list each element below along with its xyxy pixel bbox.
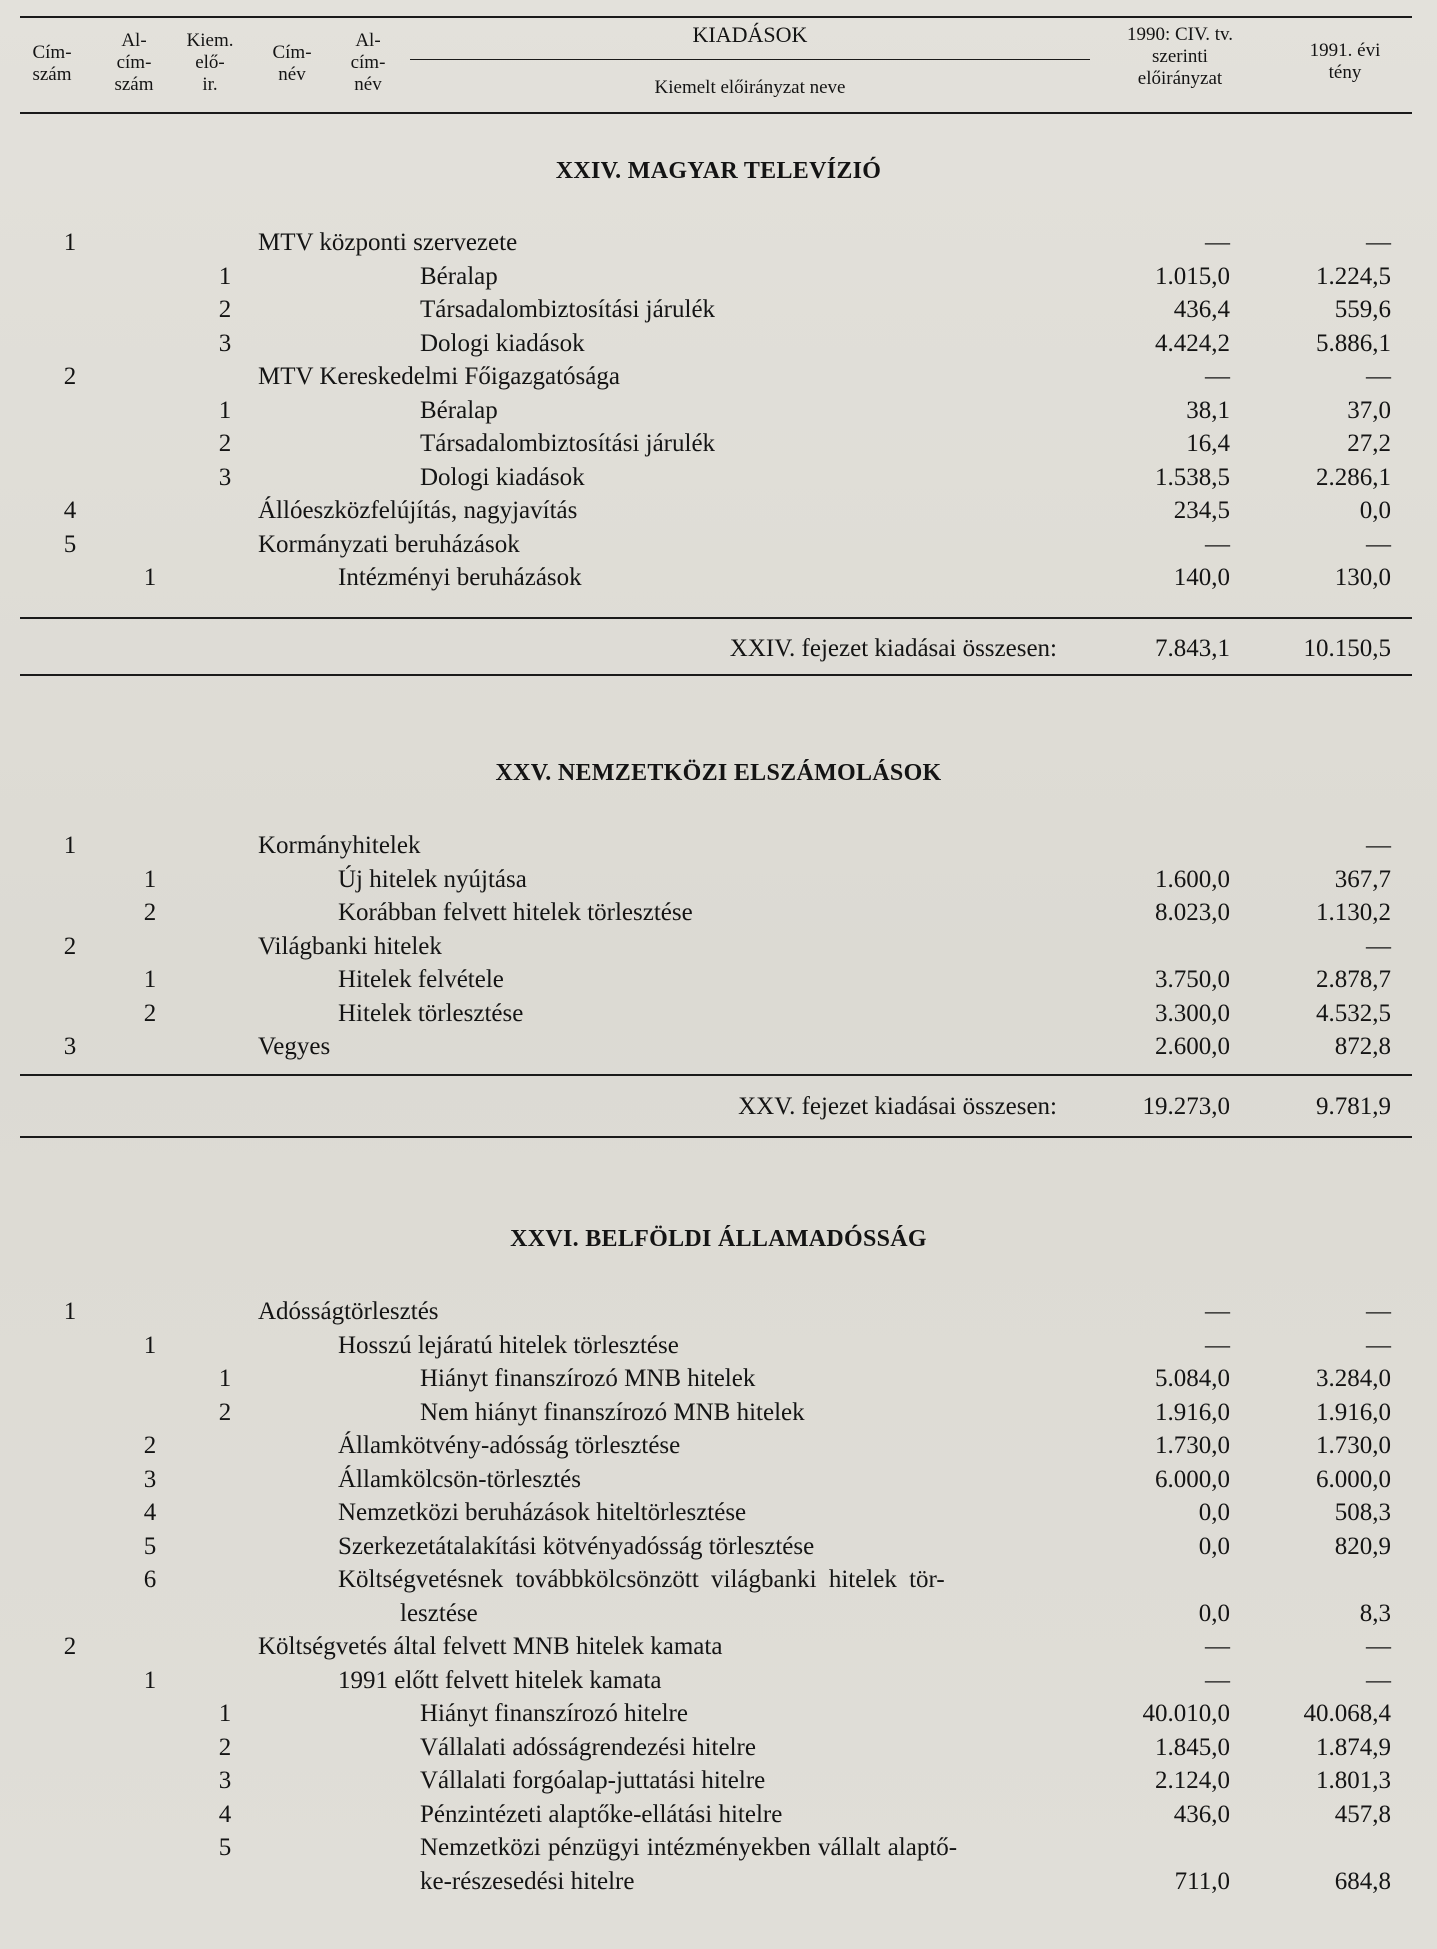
item-name: Államkölcsön-törlesztés: [338, 1465, 581, 1493]
section-title: XXIV. MAGYAR TELEVÍZIÓ: [555, 158, 882, 184]
table-row: [0, 1329, 1437, 1362]
header-cimszam: Cím- szám: [32, 42, 72, 85]
item-name: Világbanki hitelek: [258, 932, 442, 960]
alcim-szam: 3: [143, 1465, 157, 1493]
table-row: [0, 1697, 1437, 1730]
value-1991: 559,6: [1334, 296, 1391, 323]
value-1991: 40.068,4: [1303, 1700, 1391, 1727]
item-name: Béralap: [420, 262, 498, 290]
value-1990: —: [1205, 530, 1230, 558]
table-row: [0, 997, 1437, 1030]
item-name: Béralap: [420, 396, 498, 424]
section-end-rule: [20, 1136, 1412, 1138]
table-row: [0, 963, 1437, 996]
item-name: Nem hiányt finanszírozó MNB hitelek: [420, 1398, 805, 1426]
table-row: [0, 260, 1437, 293]
section-title: XXV. NEMZETKÖZI ELSZÁMOLÁSOK: [495, 760, 942, 786]
kiemelt-eloir: 1: [218, 1700, 232, 1727]
item-name: Hitelek felvétele: [338, 966, 504, 993]
value-1991: 684,8: [1334, 1867, 1391, 1895]
value-1990: —: [1205, 1331, 1230, 1359]
alcim-szam: 5: [143, 1532, 157, 1560]
header-alcimszam: Al- cím- szám: [114, 30, 154, 95]
value-1990: 1.015,0: [1155, 262, 1230, 290]
value-1991: 1.224,5: [1316, 262, 1391, 290]
value-1990: 2.124,0: [1155, 1767, 1230, 1794]
value-1991: 6.000,0: [1316, 1465, 1391, 1493]
section-title: XXVI. BELFÖLDI ÁLLAMADÓSSÁG: [510, 1226, 927, 1252]
value-1990: 1.538,5: [1155, 463, 1230, 491]
value-1991: —: [1366, 363, 1391, 390]
value-1990: —: [1205, 229, 1230, 256]
value-1990: —: [1205, 1298, 1230, 1325]
value-1990: —: [1205, 1666, 1230, 1694]
table-row: [0, 863, 1437, 896]
kiemelt-eloir: 2: [218, 1733, 232, 1761]
value-1990: 3.300,0: [1155, 999, 1230, 1027]
total-rule: [20, 617, 1412, 619]
item-name: Kormányhitelek: [258, 832, 421, 859]
item-name: Dologi kiadások: [420, 329, 585, 357]
kiemelt-eloir: 3: [218, 463, 232, 491]
header-kiadasok: KIADÁSOK: [692, 22, 808, 47]
item-name: ke-részesedési hitelre: [420, 1867, 635, 1895]
kiemelt-eloir: 1: [218, 262, 232, 290]
value-1990: 8.023,0: [1155, 899, 1230, 926]
value-1991: 2.878,7: [1316, 966, 1391, 993]
item-name: Nemzetközi beruházások hiteltörlesztése: [338, 1499, 747, 1526]
item-name: Nemzetközi pénzügyi intézményekben vállalt alaptő-: [420, 1834, 958, 1861]
value-1991: 1.916,0: [1316, 1398, 1391, 1426]
kiemelt-eloir: 4: [218, 1800, 232, 1828]
table-row: [0, 1664, 1437, 1697]
item-name: Korábban felvett hitelek törlesztése: [338, 899, 693, 926]
value-1991: —: [1366, 1298, 1391, 1325]
total-value-1990: 7.843,1: [1155, 635, 1230, 662]
value-1991: 37,0: [1347, 396, 1391, 424]
value-1990: 1.845,0: [1155, 1733, 1230, 1761]
total-row: [0, 1090, 1437, 1123]
table-row: [0, 494, 1437, 527]
table-row: [0, 394, 1437, 427]
table-row: [0, 1798, 1437, 1831]
value-1991: 3.284,0: [1316, 1365, 1391, 1392]
table-row: [0, 1597, 1437, 1630]
value-1990: 1.916,0: [1155, 1398, 1230, 1426]
value-1990: 40.010,0: [1142, 1700, 1230, 1727]
table-row: [0, 930, 1437, 963]
kiemelt-eloir: 3: [218, 329, 232, 357]
total-value-1990: 19.273,0: [1142, 1093, 1230, 1120]
alcim-szam: 6: [143, 1566, 157, 1593]
header-1990: 1990: CIV. tv. szerinti előirányzat: [1126, 24, 1234, 89]
item-name: Társadalombiztosítási járulék: [420, 296, 716, 323]
value-1990: 234,5: [1173, 497, 1230, 524]
value-1991: 0,0: [1359, 497, 1391, 524]
value-1991: —: [1366, 530, 1391, 558]
alcim-szam: 1: [143, 865, 157, 893]
table-row: [0, 327, 1437, 360]
cim-szam: 1: [63, 832, 77, 859]
value-1991: 1.874,9: [1316, 1733, 1391, 1761]
cim-szam: 3: [63, 1033, 77, 1060]
alcim-szam: 1: [143, 966, 157, 993]
table-row: [0, 1396, 1437, 1429]
value-1990: 1.600,0: [1155, 865, 1230, 893]
header-kiemelt-nev: Kiemelt előirányzat neve: [654, 77, 846, 98]
item-name: MTV központi szervezete: [258, 229, 518, 256]
value-1991: 1.801,3: [1316, 1767, 1391, 1794]
table-row: [0, 461, 1437, 494]
section-end-rule: [20, 674, 1412, 676]
value-1990: 16,4: [1186, 430, 1230, 457]
item-name: Intézményi beruházások: [338, 564, 582, 591]
value-1991: —: [1366, 229, 1391, 256]
kiemelt-eloir: 5: [218, 1834, 232, 1861]
header-cimnev: Cím- név: [272, 42, 312, 85]
item-name: Társadalombiztosítási járulék: [420, 430, 716, 457]
value-1990: 2.600,0: [1155, 1033, 1230, 1060]
item-name: Hiányt finanszírozó MNB hitelek: [420, 1365, 756, 1392]
value-1991: —: [1366, 1633, 1391, 1660]
cim-szam: 2: [63, 363, 77, 390]
item-name: Pénzintézeti alaptőke-ellátási hitelre: [420, 1800, 783, 1828]
cim-szam: 2: [63, 932, 77, 960]
item-name: Állóeszközfelújítás, nagyjavítás: [258, 497, 578, 524]
value-1990: —: [1205, 363, 1230, 390]
value-1991: 130,0: [1334, 564, 1391, 591]
value-1991: —: [1366, 1331, 1391, 1359]
table-row: [0, 1764, 1437, 1797]
table-row: [0, 829, 1437, 862]
value-1990: 38,1: [1186, 396, 1230, 424]
value-1990: 0,0: [1198, 1599, 1230, 1627]
table-row: [0, 528, 1437, 561]
cim-szam: 2: [63, 1633, 77, 1660]
item-name: Hosszú lejáratú hitelek törlesztése: [338, 1331, 679, 1359]
item-name: MTV Kereskedelmi Főigazgatósága: [258, 363, 620, 390]
table-row: [0, 1496, 1437, 1529]
header-kiemelt: Kiem. elő- ir.: [186, 30, 234, 95]
total-row: [0, 632, 1437, 665]
value-1990: 3.750,0: [1155, 966, 1230, 993]
item-name: Költségvetésnek továbbkölcsönzött világbanki hitelek tör-: [338, 1566, 945, 1593]
table-row: [0, 1831, 1437, 1864]
item-name: Államkötvény-adósság törlesztése: [338, 1432, 681, 1459]
item-name: Vállalati forgóalap-juttatási hitelre: [420, 1767, 766, 1794]
cim-szam: 4: [63, 497, 77, 524]
header-bottom-rule: [20, 112, 1412, 114]
table-row: [0, 1463, 1437, 1496]
table-row: [0, 896, 1437, 929]
table-row: [0, 1865, 1437, 1898]
table-row: [0, 1731, 1437, 1764]
value-1991: 8,3: [1359, 1599, 1391, 1627]
cim-szam: 1: [63, 1298, 77, 1325]
value-1990: 1.730,0: [1155, 1432, 1230, 1459]
table-row: [0, 427, 1437, 460]
value-1990: 436,4: [1173, 296, 1230, 323]
table-row: [0, 1530, 1437, 1563]
item-name: Vegyes: [258, 1033, 331, 1060]
value-1990: 0,0: [1198, 1499, 1230, 1526]
alcim-szam: 2: [143, 1432, 157, 1459]
table-row: [0, 1563, 1437, 1596]
item-name: lesztése: [400, 1599, 478, 1627]
total-value-1991: 10.150,5: [1303, 635, 1391, 662]
value-1990: 4.424,2: [1155, 329, 1230, 357]
alcim-szam: 2: [143, 999, 157, 1027]
top-rule: [20, 16, 1412, 18]
alcim-szam: 1: [143, 1331, 157, 1359]
item-name: Hiányt finanszírozó hitelre: [420, 1700, 688, 1727]
item-name: Költségvetés által felvett MNB hitelek kamata: [258, 1633, 723, 1660]
alcim-szam: 4: [143, 1499, 157, 1526]
value-1990: 6.000,0: [1155, 1465, 1230, 1493]
alcim-szam: 2: [143, 899, 157, 926]
value-1991: 5.886,1: [1316, 329, 1391, 357]
item-name: Szerkezetátalakítási kötvényadósság törlesztése: [338, 1532, 815, 1560]
total-label: XXIV. fejezet kiadásai összesen:: [729, 635, 1057, 662]
alcim-szam: 1: [143, 1666, 157, 1694]
value-1990: 711,0: [1174, 1867, 1230, 1895]
table-row: [0, 1362, 1437, 1395]
item-name: Dologi kiadások: [420, 463, 585, 491]
item-name: Hitelek törlesztése: [338, 999, 524, 1027]
value-1991: 457,8: [1334, 1800, 1391, 1828]
cim-szam: 5: [63, 530, 77, 558]
kiemelt-eloir: 3: [218, 1767, 232, 1794]
item-name: 1991 előtt felvett hitelek kamata: [338, 1666, 662, 1694]
header-alcimnev: Al- cím- név: [350, 30, 386, 95]
total-value-1991: 9.781,9: [1316, 1093, 1391, 1120]
kiemelt-eloir: 1: [218, 396, 232, 424]
kiemelt-eloir: 2: [218, 430, 232, 457]
item-name: Adósságtörlesztés: [258, 1298, 439, 1325]
value-1991: —: [1366, 832, 1391, 859]
value-1990: 436,0: [1173, 1800, 1230, 1828]
value-1991: 508,3: [1334, 1499, 1391, 1526]
value-1991: —: [1366, 932, 1391, 960]
value-1991: 2.286,1: [1316, 463, 1391, 491]
value-1990: —: [1205, 1633, 1230, 1660]
header-subrule: [410, 59, 1090, 60]
table-row: [0, 561, 1437, 594]
total-label: XXV. fejezet kiadásai összesen:: [738, 1093, 1057, 1120]
kiemelt-eloir: 2: [218, 1398, 232, 1426]
value-1990: 5.084,0: [1155, 1365, 1230, 1392]
value-1990: 0,0: [1198, 1532, 1230, 1560]
table-row: [0, 1630, 1437, 1663]
value-1990: 140,0: [1173, 564, 1230, 591]
table-row: [0, 226, 1437, 259]
value-1991: 1.130,2: [1316, 899, 1391, 926]
item-name: Új hitelek nyújtása: [338, 865, 527, 893]
table-row: [0, 1030, 1437, 1063]
table-row: [0, 360, 1437, 393]
cim-szam: 1: [63, 229, 77, 256]
table-row: [0, 293, 1437, 326]
header-1991: 1991. évi tény: [1309, 40, 1381, 83]
value-1991: 1.730,0: [1316, 1432, 1391, 1459]
value-1991: 872,8: [1334, 1033, 1391, 1060]
value-1991: 4.532,5: [1316, 999, 1391, 1027]
table-row: [0, 1429, 1437, 1462]
value-1991: 27,2: [1347, 430, 1391, 457]
value-1991: —: [1366, 1666, 1391, 1694]
total-rule: [20, 1074, 1412, 1076]
kiemelt-eloir: 1: [218, 1365, 232, 1392]
item-name: Kormányzati beruházások: [258, 530, 520, 558]
kiemelt-eloir: 2: [218, 296, 232, 323]
alcim-szam: 1: [143, 564, 157, 591]
value-1991: 367,7: [1334, 865, 1391, 893]
table-row: [0, 1295, 1437, 1328]
item-name: Vállalati adósságrendezési hitelre: [420, 1733, 756, 1761]
value-1991: 820,9: [1334, 1532, 1391, 1560]
